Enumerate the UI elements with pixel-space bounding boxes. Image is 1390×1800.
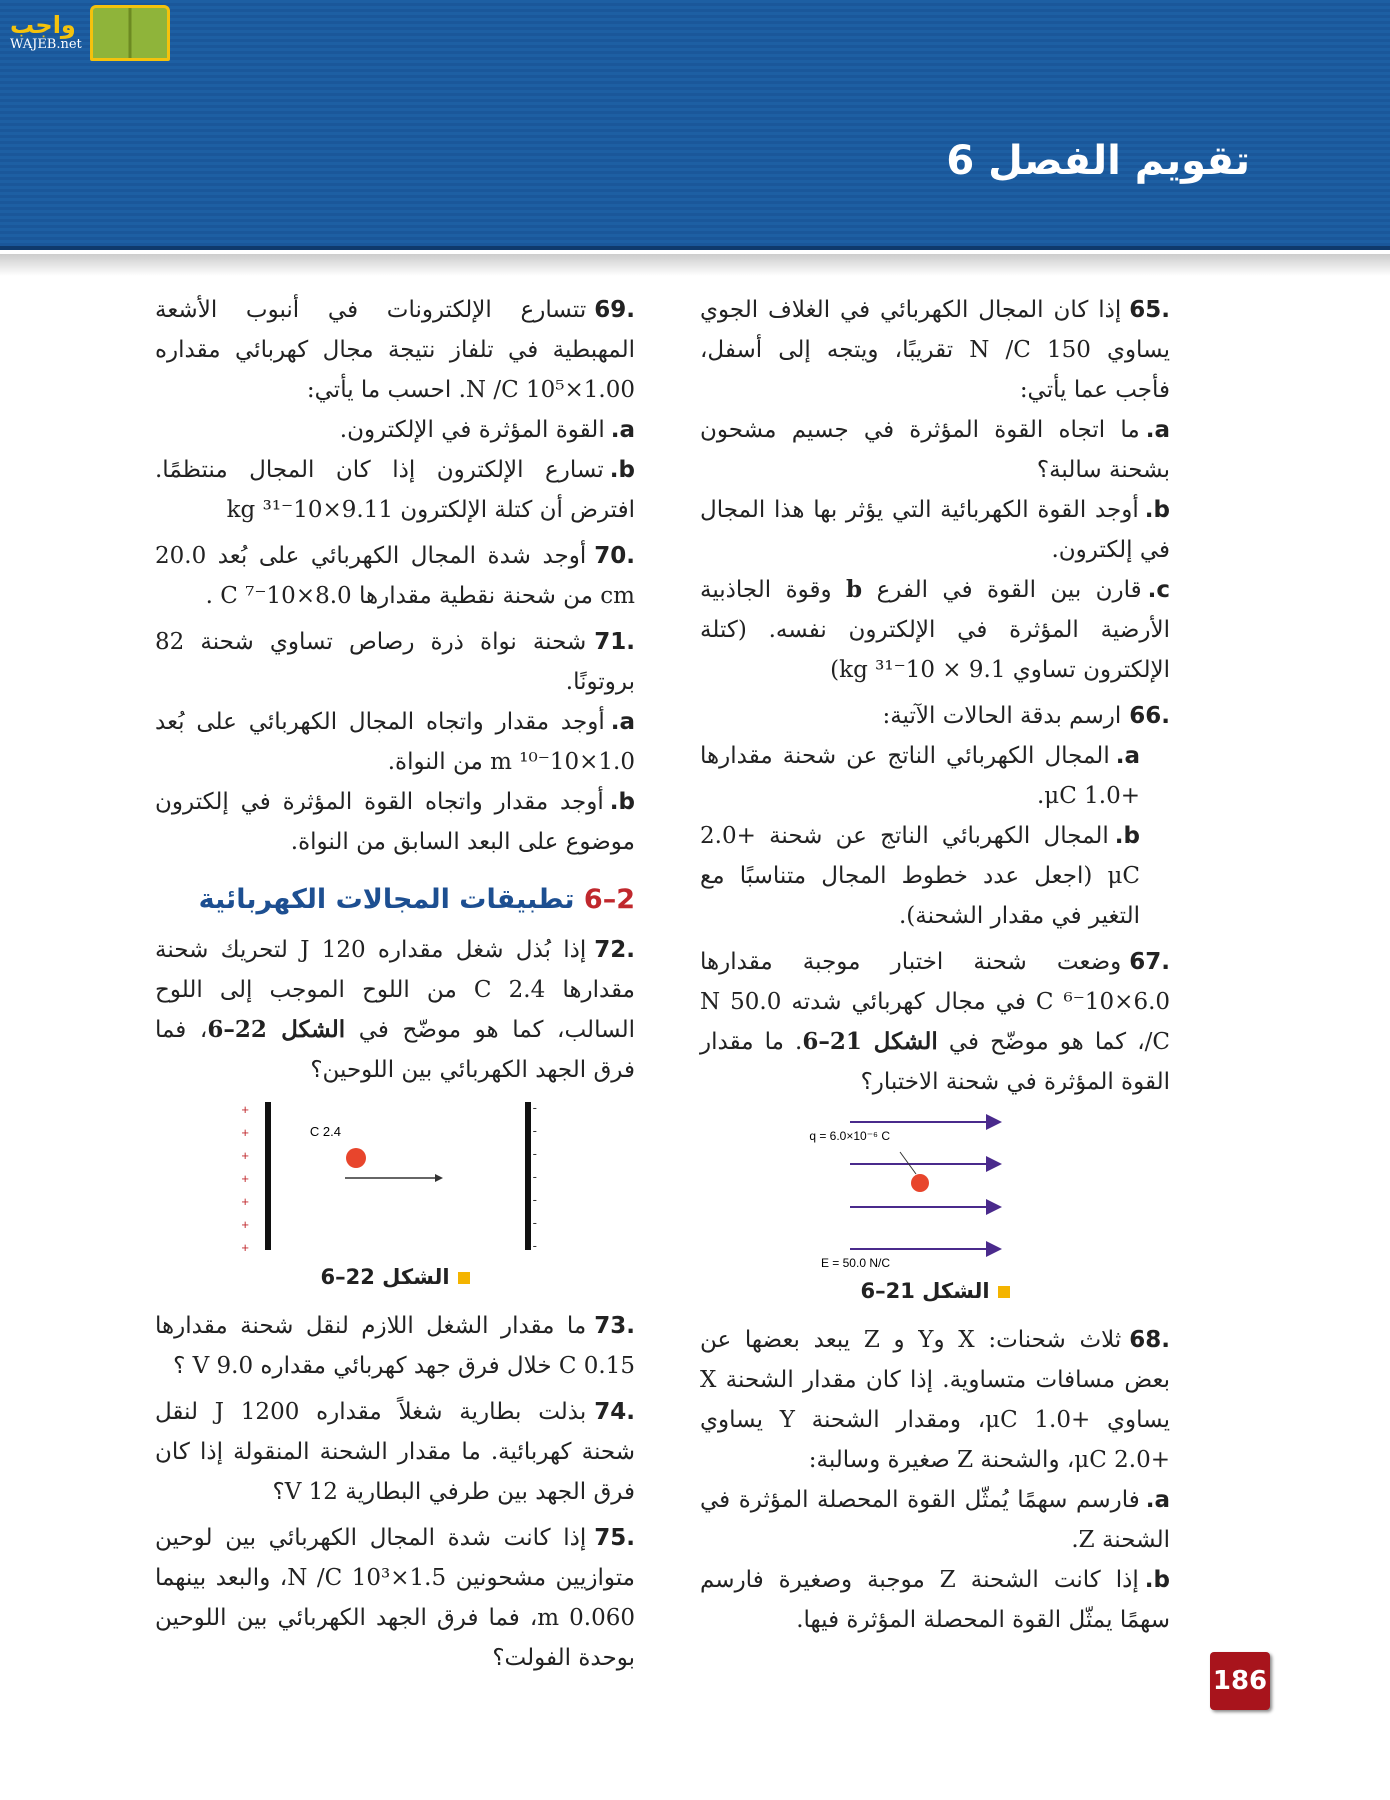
sub-label: b. (609, 457, 635, 483)
sub-text: أوجد القوة الكهربائية التي يؤثر بها هذا المجال في إلكترون. (700, 497, 1170, 563)
question-text: ، فما فرق الجهد الكهربائي بين اللوحين؟ (155, 1017, 635, 1083)
question-74 (155, 1392, 635, 1512)
sub-label: a. (1115, 743, 1140, 769)
sub-text: أوجد مقدار واتجاه القوة المؤثرة في إلكترون موضوع على البعد السابق من النواة. (155, 789, 635, 855)
arrow-head (435, 1174, 443, 1182)
question-number: .68 (1129, 1327, 1171, 1353)
sub-text: قارن بين القوة في الفرع (876, 577, 1142, 603)
figure-ref: الشكل 22–6 (207, 1016, 346, 1043)
question-text: ما مقدار الشغل اللازم لنقل شحنة مقدارها 0.15 C خلال فرق جهد كهربائي مقداره 9.0 V ؟ (155, 1313, 635, 1379)
question-72 (155, 930, 635, 1090)
minus-sign: - (532, 1238, 537, 1253)
question-73 (155, 1306, 635, 1386)
question-text: شحنة نواة ذرة رصاص تساوي شحنة 82 بروتونًا. (155, 629, 635, 695)
negative-plate (525, 1102, 531, 1250)
question-number: .71 (594, 629, 635, 655)
page-number: 186 (1210, 1652, 1270, 1710)
sub-label: a. (610, 417, 635, 443)
wajeb-logo (10, 5, 170, 61)
sub-label: a. (1145, 1487, 1170, 1513)
plus-sign: + (241, 1217, 249, 1232)
ref-b: b (846, 576, 863, 603)
page-title: تقويم الفصل 6 (946, 138, 1250, 184)
sub-text: القوة المؤثرة في الإلكترون. (339, 417, 605, 443)
sub-text: أوجد مقدار واتجاه المجال الكهربائي على بُعد 1.0×10⁻¹⁰ m من النواة. (155, 709, 635, 775)
section-number: 2–6 (583, 884, 635, 915)
sub-label: b. (1144, 1567, 1170, 1593)
logo-latin: WAJEB.net (10, 37, 82, 52)
question-text: إذا بُذل شغل مقداره 120 J لتحريك شحنة مقدارها 2.4 C من اللوح الموجب إلى اللوح السالب، كما هو موضّح في (155, 937, 636, 1043)
sub-text: وقوة الجاذبية الأرضية المؤثرة في الإلكترون نفسه. (كتلة الإلكترون تساوي 9.1 × 10⁻³¹ kg) (700, 577, 1170, 683)
question-number: .75 (594, 1525, 635, 1551)
logo-arabic: واجب (10, 11, 76, 39)
right-column (700, 290, 1170, 1646)
question-70 (155, 536, 635, 616)
figure-6-21 (809, 1112, 1020, 1272)
book-icon (90, 5, 170, 61)
question-number: .74 (594, 1399, 636, 1425)
charge-label: q = 6.0×10⁻⁶ C (809, 1129, 890, 1143)
question-65 (700, 290, 1170, 690)
plus-sign: + (241, 1171, 249, 1186)
question-66 (700, 696, 1170, 936)
question-text: . ما مقدار القوة المؤثرة في شحنة الاختبار؟ (700, 1029, 1170, 1095)
question-text: بذلت بطارية شغلاً مقداره 1200 J لنقل شحنة كهربائية. ما مقدار الشحنة المنقولة إذا كان فرق الجهد بين طرفي البطارية 12 V؟ (155, 1399, 635, 1505)
test-charge (911, 1174, 929, 1192)
question-68 (700, 1320, 1170, 1640)
sub-label: a. (610, 709, 635, 735)
question-text: تتسارع الإلكترونات في أنبوب الأشعة المهبطية في تلفاز نتيجة مجال كهربائي مقداره 1.00×10⁵ N /C. احسب ما يأتي: (155, 297, 635, 403)
question-text: أوجد شدة المجال الكهربائي على بُعد 20.0 cm من شحنة نقطية مقدارها 8.0×10⁻⁷ C . (155, 543, 635, 609)
minus-sign: - (532, 1192, 537, 1207)
plus-sign: + (241, 1125, 249, 1140)
positive-plate (265, 1102, 271, 1250)
sub-label: b. (1144, 497, 1170, 523)
sub-text: المجال الكهربائي الناتج عن شحنة مقدارها +1.0 μC. (700, 743, 1140, 809)
question-71 (155, 622, 635, 862)
question-75 (155, 1518, 635, 1678)
question-number: .73 (594, 1313, 635, 1339)
question-number: .72 (594, 937, 635, 963)
question-number: .69 (594, 297, 635, 323)
section-title: تطبيقات المجالات الكهربائية (198, 884, 575, 915)
figure-6-22-caption (155, 1262, 635, 1292)
minus-sign: - (532, 1123, 537, 1138)
caption-text: الشكل 22–6 (320, 1265, 450, 1289)
section-heading (155, 880, 635, 920)
plus-sign: + (241, 1240, 249, 1255)
sub-text: ما اتجاه القوة المؤثرة في جسيم مشحون بشحنة سالبة؟ (700, 417, 1170, 483)
minus-sign: - (532, 1215, 537, 1230)
question-67 (700, 942, 1170, 1102)
sub-text: إذا كانت الشحنة Z موجبة وصغيرة فارسم سهمًا يمثّل القوة المحصلة المؤثرة فيها. (700, 1567, 1170, 1633)
sub-label: a. (1145, 417, 1170, 443)
question-text: وضعت شحنة اختبار موجبة مقدارها 6.0×10⁻⁶ C في مجال كهربائي شدته 50.0 N /C، كما هو موضّح في (700, 949, 1171, 1055)
question-69 (155, 290, 635, 530)
question-text: إذا كان المجال الكهربائي في الغلاف الجوي يساوي 150 N /C تقريبًا، ويتجه إلى أسفل، فأجب عما يأتي: (700, 297, 1170, 403)
question-number: .67 (1129, 949, 1170, 975)
question-text: ثلاث شحنات: X وY و Z يبعد بعضها عن بعض مسافات متساوية. إذا كان مقدار الشحنة X يساوي +1.0 μC، ومقدار الشحنة Y يساوي +2.0 μC، والشحنة Z صغيرة وسالبة: (700, 1327, 1170, 1473)
plus-sign: + (241, 1102, 249, 1117)
sub-label: b. (1114, 823, 1140, 849)
left-column (155, 290, 635, 1684)
question-text: إذا كانت شدة المجال الكهربائي بين لوحين متوازيين مشحونين 1.5×10³ N /C، والبعد بينهما 0.060 m، فما فرق الجهد الكهربائي بين اللوحين بوحدة الفولت؟ (155, 1525, 636, 1671)
sub-text: تسارع الإلكترون إذا كان المجال منتظمًا. افترض أن كتلة الإلكترون 9.11×10⁻³¹ kg (155, 457, 635, 523)
caption-text: الشكل 21–6 (860, 1279, 990, 1303)
minus-sign: - (532, 1169, 537, 1184)
question-text: ارسم بدقة الحالات الآتية: (882, 703, 1122, 729)
sub-label: b. (609, 789, 635, 815)
plus-sign: + (241, 1148, 249, 1163)
minus-sign: - (532, 1100, 537, 1115)
figure-6-22 (241, 1100, 545, 1258)
question-number: .66 (1129, 703, 1170, 729)
question-number: .70 (594, 543, 635, 569)
plus-sign: + (241, 1194, 249, 1209)
sub-text: فارسم سهمًا يُمثّل القوة المحصلة المؤثرة في الشحنة Z. (700, 1487, 1170, 1553)
sub-label: c. (1147, 577, 1171, 603)
sub-text: المجال الكهربائي الناتج عن شحنة +2.0 μC (اجعل عدد خطوط المجال متناسبًا مع التغير في مقدار الشحنة). (700, 823, 1140, 929)
figure-ref: الشكل 21–6 (802, 1028, 938, 1055)
chapter-header-banner (0, 0, 1390, 250)
field-label: E = 50.0 N/C (820, 1256, 890, 1270)
header-shadow (0, 254, 1390, 276)
question-number: .65 (1129, 297, 1170, 323)
minus-sign: - (532, 1146, 537, 1161)
charge-label: 2.4 C (309, 1124, 341, 1139)
figure-6-21-caption (700, 1276, 1170, 1306)
charge-sphere (346, 1148, 366, 1168)
